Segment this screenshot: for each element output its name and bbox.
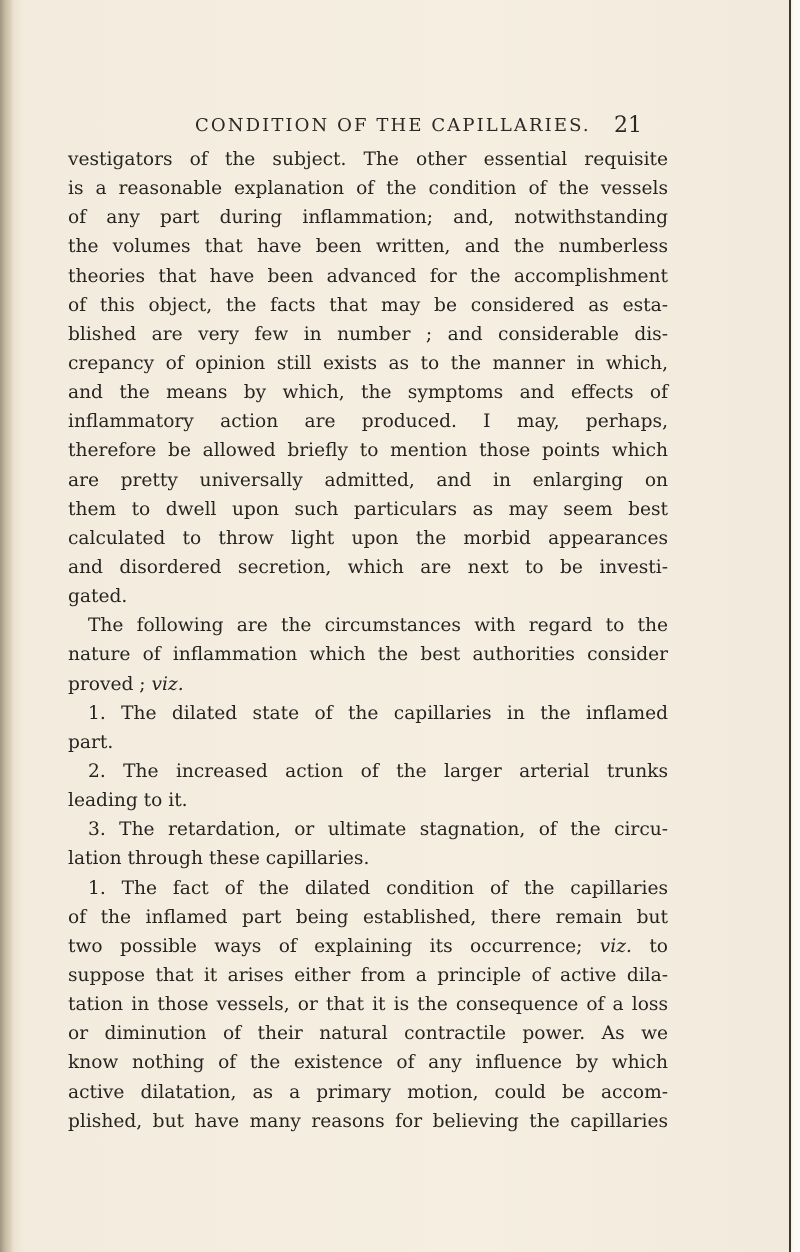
text-line: or diminution of their natural contractile power. As we [68, 1023, 668, 1045]
text-line [68, 932, 668, 961]
text-line: tation in those vessels, or that it is the consequence of a loss [68, 994, 668, 1016]
text-run: two possible ways of explaining its occurrence; [68, 935, 600, 957]
text-line: blished are very few in number ; and considerable dis- [68, 323, 668, 345]
text-line: therefore be allowed briefly to mention those points which [68, 440, 668, 462]
text-line: lation through these capillaries. [68, 848, 370, 870]
text-line: calculated to throw light upon the morbid appearances [68, 527, 668, 549]
running-head [0, 111, 800, 141]
page-edge-rule [789, 0, 791, 1252]
paragraph-start-line: The following are the circumstances with regard to the [88, 615, 668, 637]
list-item-line: 1. The dilated state of the capillaries in the inflamed [88, 702, 668, 724]
text-line: crepancy of opinion still exists as to the manner in which, [68, 352, 668, 374]
text-line: active dilatation, as a primary motion, could be accom- [68, 1081, 668, 1103]
text-line: suppose that it arises either from a principle of active dila- [68, 964, 668, 986]
paragraph-start-line: 1. The fact of the dilated condition of the capillaries [88, 877, 668, 899]
spine-shadow [0, 0, 14, 1252]
italic-term: viz. [151, 673, 184, 695]
text-line: is a reasonable explanation of the condition of the vessels [68, 178, 668, 200]
text-line: gated. [68, 586, 128, 608]
text-line: and disordered secretion, which are next to be investi- [68, 556, 668, 578]
text-line: of this object, the facts that may be considered as esta- [68, 294, 668, 316]
text-line: nature of inflammation which the best authorities consider [68, 644, 668, 666]
text-line: of any part during inflammation; and, notwithstanding [68, 207, 668, 229]
text-line: are pretty universally admitted, and in enlarging on [68, 469, 668, 491]
text-run: to [631, 935, 668, 957]
page-number: 21 [614, 113, 642, 138]
running-head-title: CONDITION OF THE CAPILLARIES. [195, 115, 591, 136]
list-item-line: 3. The retardation, or ultimate stagnation, of the circu- [88, 819, 668, 841]
text-line: leading to it. [68, 790, 188, 812]
text-line: the volumes that have been written, and the numberless [68, 236, 668, 258]
text-line: part. [68, 731, 114, 753]
text-line: know nothing of the existence of any influence by which [68, 1052, 668, 1074]
text-line: theories that have been advanced for the accomplishment [68, 265, 668, 287]
body-text [68, 145, 668, 1136]
text-line: inflammatory action are produced. I may, perhaps, [68, 411, 668, 433]
text-line: plished, but have many reasons for believing the capillaries [68, 1110, 668, 1132]
text-line [68, 670, 668, 699]
text-line: them to dwell upon such particulars as may seem best [68, 498, 668, 520]
list-item-line: 2. The increased action of the larger arterial trunks [88, 760, 668, 782]
italic-term: viz. [599, 935, 632, 957]
text-line: vestigators of the subject. The other essential requisite [68, 149, 668, 170]
text-run: proved ; [68, 673, 152, 695]
text-line: of the inflamed part being established, there remain but [68, 906, 668, 928]
text-line: and the means by which, the symptoms and effects of [68, 382, 668, 404]
